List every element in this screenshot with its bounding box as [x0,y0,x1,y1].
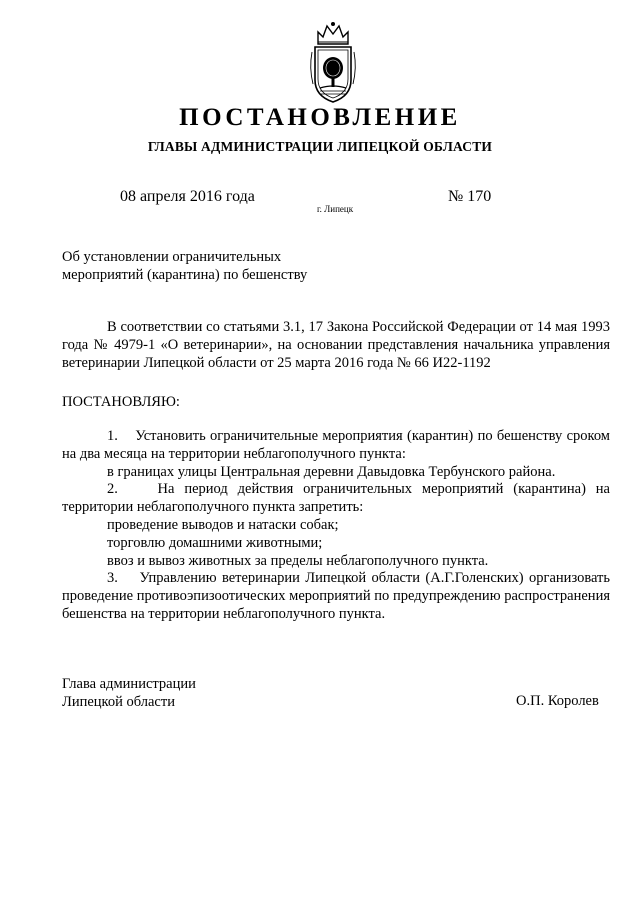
item-1: 1. Установить ограничительные мероприятия (карантин) по бешенству сроком на два месяца на территории неблагополучного пункта: [62,428,610,462]
item-2-sub-3: ввоз и вывоз животных за пределы неблагополучного пункта. [107,552,489,569]
document-city: г. Липецк [317,204,354,214]
document-subtitle: ГЛАВЫ АДМИНИСТРАЦИИ ЛИПЕЦКОЙ ОБЛАСТИ [147,139,493,154]
document-number: № 170 [448,188,492,205]
item-1-sub: в границах улицы Центральная деревни Давыдовка Тербунского района. [107,463,556,480]
decree-word: ПОСТАНОВЛЯЮ: [62,394,180,410]
document-title: ПОСТАНОВЛЕНИЕ [179,104,461,131]
coat-of-arms-icon [308,18,358,104]
signatory-name: О.П. Королев [516,693,599,709]
subject-line-1: Об установлении ограничительных [62,249,282,265]
item-3: 3. Управлению ветеринарии Липецкой области (А.Г.Голенских) организовать проведение противоэпизоотических мероприятий по предупреждению распространения бешенства на территории неблагополучного пункта. [62,570,610,622]
item-2-sub-1: проведение выводов и натаски собак; [107,516,339,533]
document-subject [62,248,362,284]
signatory-position-line-2: Липецкой области [62,694,175,710]
signatory-position-line-1: Глава администрации [62,676,196,692]
subject-line-2: мероприятий (карантина) по бешенству [62,267,308,283]
document-date: 08 апреля 2016 года [120,188,255,205]
signatory-position [62,675,196,711]
item-2-sub-2: торговлю домашними животными; [107,534,323,551]
decree-items [62,428,610,624]
item-2: 2. На период действия ограничительных мероприятий (карантина) на территории неблагополучного пункта запретить: [62,481,610,516]
preamble-paragraph: В соответствии со статьями 3.1, 17 Закона Российской Федерации от 14 мая 1993 года № 4979-1 «О ветеринарии», на основании представления начальника управления ветеринарии Липецкой области от 25 марта 2016 года № 66 И22-1192 [62,319,610,371]
